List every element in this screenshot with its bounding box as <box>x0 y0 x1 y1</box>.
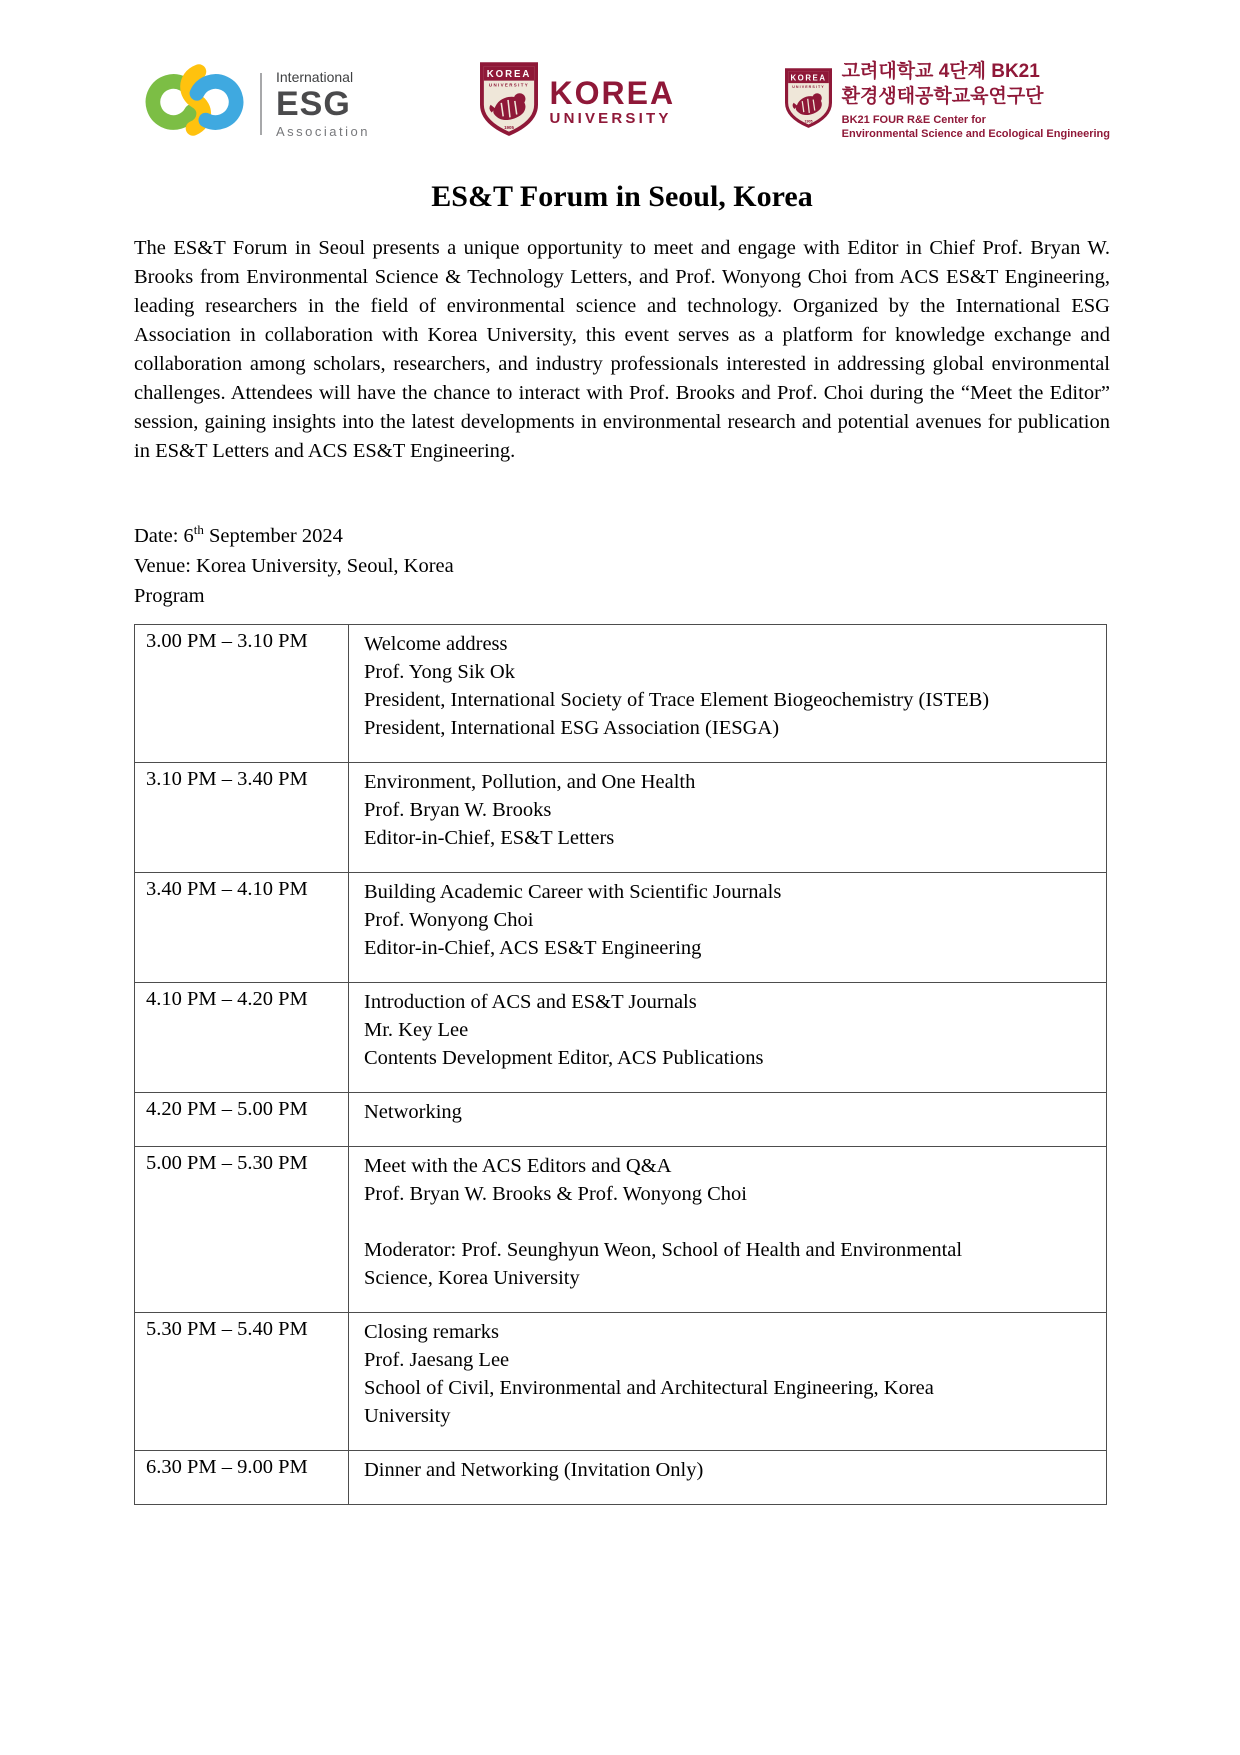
program-table <box>134 624 1107 1505</box>
session-cell <box>349 982 1107 1092</box>
esg-international-label: International <box>276 68 354 85</box>
svg-text:UNIVERSITY: UNIVERSITY <box>488 82 529 88</box>
bk21-english-line1: BK21 FOUR R&E Center for <box>841 114 986 127</box>
date-line <box>134 515 1110 551</box>
session-line: Prof. Jaesang Lee <box>364 1348 510 1371</box>
session-line: Contents Development Editor, ACS Publications <box>364 1046 764 1069</box>
session-cell <box>349 1146 1107 1312</box>
date-prefix: Date: 6 <box>134 524 194 547</box>
logo-divider <box>260 73 262 135</box>
session-line: President, International Society of Trace Element Biogeochemistry (ISTEB) <box>364 688 990 711</box>
schedule-row <box>135 982 1107 1092</box>
session-line: Prof. Bryan W. Brooks <box>364 798 552 821</box>
bk21-korean-line1: 고려대학교 4단계 BK21 <box>841 61 1040 82</box>
venue-line: Venue: Korea University, Seoul, Korea <box>134 554 454 577</box>
event-meta <box>134 515 1110 611</box>
time-cell: 6.30 PM – 9.00 PM <box>135 1450 349 1504</box>
session-line: Prof. Wonyong Choi <box>364 908 534 931</box>
session-line: Environment, Pollution, and One Health <box>364 770 696 793</box>
korea-university-logo <box>480 62 676 141</box>
program-label: Program <box>134 584 205 607</box>
korea-university-wordmark <box>550 77 676 126</box>
time-cell: 3.40 PM – 4.10 PM <box>135 872 349 982</box>
header-logos <box>134 56 1110 152</box>
session-cell <box>349 872 1107 982</box>
session-line: Closing remarks <box>364 1320 499 1343</box>
session-line: Editor-in-Chief, ACS ES&T Engineering <box>364 936 702 959</box>
time-cell: 3.10 PM – 3.40 PM <box>135 762 349 872</box>
session-line <box>364 1208 1096 1236</box>
svg-text:KOREA: KOREA <box>790 73 827 83</box>
session-cell <box>349 624 1107 762</box>
schedule-row <box>135 1312 1107 1450</box>
session-line: Prof. Bryan W. Brooks & Prof. Wonyong Choi <box>364 1182 747 1205</box>
time-cell: 5.30 PM – 5.40 PM <box>135 1312 349 1450</box>
svg-text:KOREA: KOREA <box>486 69 531 81</box>
session-line: Editor-in-Chief, ES&T Letters <box>364 826 615 849</box>
time-cell: 3.00 PM – 3.10 PM <box>135 624 349 762</box>
schedule-row <box>135 1450 1107 1504</box>
session-line: President, International ESG Association (IESGA) <box>364 716 780 739</box>
intro-paragraph: The ES&T Forum in Seoul presents a unique opportunity to meet and engage with Editor in Chief Prof. Bryan W. Brooks from Environmental Science & Technology Letters, and Prof. Wonyong Choi from ACS ES&T Engineering, leading researchers in the field of environmental science and technology. Organized by the International ESG Association in collaboration with Korea University, this event serves as a platform for knowledge exchange and collaboration among scholars, researchers, and industry professionals interested in addressing global environmental challenges. Attendees will have the chance to interact with Prof. Brooks and Prof. Choi during the “Meet the Editor” session, gaining insights into the latest developments in environmental research and potential avenues for publication in ES&T Letters and ACS ES&T Engineering. <box>134 237 1110 462</box>
session-cell <box>349 1450 1107 1504</box>
session-cell <box>349 762 1107 872</box>
korea-wordmark-line: KOREA <box>549 75 676 111</box>
university-wordmark-line: UNIVERSITY <box>549 110 672 127</box>
schedule-row <box>135 1146 1107 1312</box>
session-cell <box>349 1312 1107 1450</box>
page-title: ES&T Forum in Seoul, Korea <box>431 180 813 213</box>
session-line: Science, Korea University <box>364 1266 580 1289</box>
time-cell: 4.10 PM – 4.20 PM <box>135 982 349 1092</box>
session-line: University <box>364 1404 451 1427</box>
session-line: Dinner and Networking (Invitation Only) <box>364 1458 704 1481</box>
session-line: Building Academic Career with Scientific Journals <box>364 880 782 903</box>
korea-university-shield-icon <box>480 62 538 141</box>
session-line: Welcome address <box>364 632 508 655</box>
date-ordinal: th <box>193 522 204 537</box>
schedule-row <box>135 872 1107 982</box>
bk21-english-line2: Environmental Science and Ecological Engineering <box>841 128 1110 141</box>
session-line: Introduction of ACS and ES&T Journals <box>364 990 697 1013</box>
svg-text:1905: 1905 <box>503 124 514 130</box>
schedule-row <box>135 1092 1107 1146</box>
session-line: Meet with the ACS Editors and Q&A <box>364 1154 672 1177</box>
session-line: School of Civil, Environmental and Architectural Engineering, Korea <box>364 1376 934 1399</box>
svg-text:1905: 1905 <box>804 119 813 124</box>
program-table-body <box>135 624 1107 1504</box>
time-cell: 4.20 PM – 5.00 PM <box>135 1092 349 1146</box>
session-line: Mr. Key Lee <box>364 1018 469 1041</box>
esg-association-label: Association <box>276 123 370 139</box>
date-suffix: September 2024 <box>203 524 343 547</box>
esg-mark-icon <box>144 56 246 151</box>
time-cell: 5.00 PM – 5.30 PM <box>135 1146 349 1312</box>
bk21-korean-line2: 환경생태공학교육연구단 <box>841 85 1044 107</box>
session-line: Moderator: Prof. Seunghyun Weon, School of Health and Environmental <box>364 1238 963 1261</box>
bk21-center-logo <box>785 60 1110 142</box>
schedule-row <box>135 624 1107 762</box>
esg-label: ESG <box>276 84 351 123</box>
svg-text:UNIVERSITY: UNIVERSITY <box>791 85 825 90</box>
bk21-shield-icon <box>785 68 832 133</box>
session-cell <box>349 1092 1107 1146</box>
bk21-logo-text <box>842 60 1110 142</box>
esg-association-logo <box>144 56 370 151</box>
session-line: Prof. Yong Sik Ok <box>364 660 515 683</box>
esg-logo-text <box>276 70 370 138</box>
bk21-english-lines <box>842 114 1110 142</box>
schedule-row <box>135 762 1107 872</box>
session-line: Networking <box>364 1100 462 1123</box>
